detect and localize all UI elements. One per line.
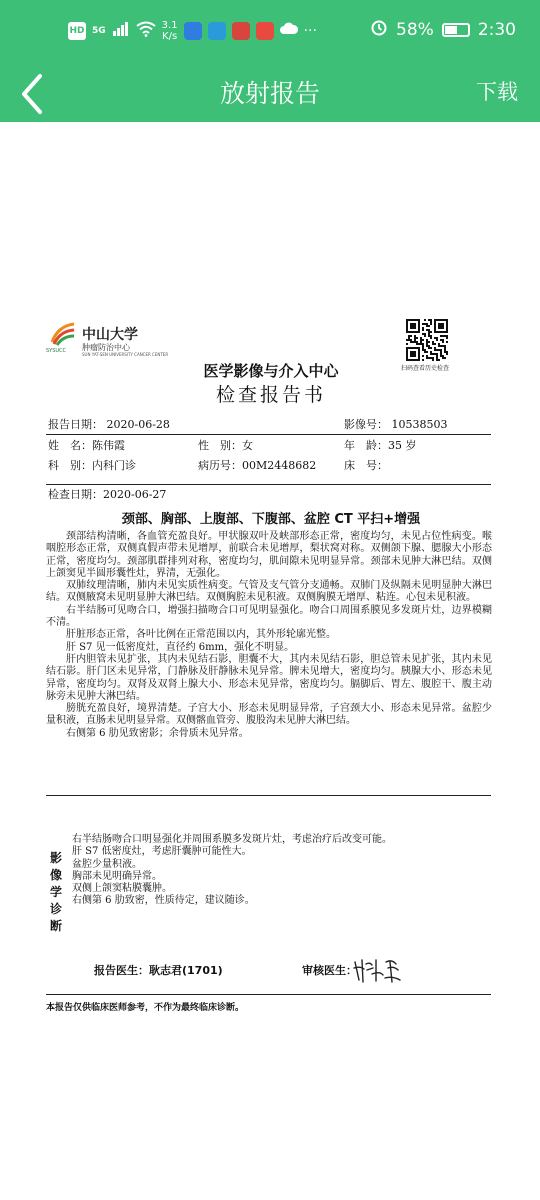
patient-sex: 性 别：女 [198, 439, 253, 452]
handwritten-signature [352, 956, 404, 984]
more-notifications: ··· [303, 23, 317, 39]
report-date: 报告日期： 2020-06-28 [48, 418, 170, 431]
logo-mark-icon [50, 320, 76, 346]
logo-name: 中山大学 [82, 327, 138, 343]
chat-app-icon [208, 22, 226, 40]
battery-fill [445, 26, 457, 34]
bed-number: 床 号： [344, 459, 388, 472]
exam-title: 颈部、胸部、上腹部、下腹部、盆腔 CT 平扫+增强 [121, 512, 421, 527]
app-bar [0, 66, 540, 122]
download-button[interactable]: 下载 [476, 80, 518, 104]
divider [46, 484, 491, 485]
patient-age: 年 龄：35 岁 [344, 439, 417, 452]
diagnosis-line: 双侧上颌窦粘膜囊肿。 [72, 883, 172, 895]
battery-percent: 58% [396, 19, 434, 40]
divider [46, 434, 491, 435]
finding-paragraph: 颈部结构清晰，各血管充盈良好。甲状腺双叶及峡部形态正常，密度均匀，未见占位性病变。喉咽腔形态正常，双侧真假声带未见增厚，前联合未见增厚，梨状窝对称。双侧颌下腺、腮腺大小形态正常，密度均匀。颈部肌群排列对称，密度均匀，肌间隙未见明显异常。颈部未见肿大淋巴结。双侧上颌窦见半圆形囊性灶，界清，无强化。 [46, 531, 492, 579]
clock: 2:30 [477, 19, 516, 40]
diagnosis-line: 右侧第 6 肋致密，性质待定，建议随诊。 [72, 895, 255, 907]
findings-section [46, 531, 492, 740]
battery-icon [442, 23, 470, 37]
exam-date-row [46, 486, 496, 502]
status-right [370, 18, 516, 41]
divider [46, 994, 491, 995]
patient-row-1 [46, 437, 496, 453]
status-bar [0, 0, 540, 66]
patient-name: 姓 名：陈伟霞 [48, 439, 125, 452]
diagnosis-line: 右半结肠吻合口明显强化并周围系膜多发斑片灶，考虑治疗后改变可能。 [72, 834, 392, 845]
news-app-icon [232, 22, 250, 40]
logo-en-full: SUN YAT-SEN UNIVERSITY CANCER CENTER [82, 352, 169, 357]
reviewing-doctor: 审核医生： [302, 964, 357, 977]
department: 科 别：内科门诊 [48, 459, 136, 472]
status-left [68, 20, 317, 42]
reader-app-icon [256, 22, 274, 40]
image-number: 影像号： 10538503 [344, 418, 448, 431]
diagnosis-line: 盆腔少量积液。 [72, 858, 142, 870]
report-title: 检查报告书 [215, 384, 326, 406]
hospital-logo [46, 320, 169, 360]
patient-row-2 [46, 457, 496, 473]
diagnosis-line: 肝 S7 低密度灶，考虑肝囊肿可能性大。 [72, 846, 252, 858]
network-speed [162, 20, 178, 42]
diagnosis-label: 影像学诊断 [50, 851, 63, 933]
finding-paragraph: 肝内胆管未见扩张，其内未见结石影，胆囊不大，其内未见结石影，胆总管未见扩张，其内未见结石影。肝门区未见异常，门静脉及肝静脉未见异常。脾未见增大，密度均匀。胰腺大小、形态未见异常，密度均匀。双肾及双肾上腺大小、形态未见异常，密度均匀。膈脚后、胃左、腹腔干、腹主动脉旁未见肿大淋巴结。 [46, 653, 492, 702]
finding-paragraph: 膀胱充盈良好，境界清楚。子宫大小、形态未见明显异常，子宫颈大小、形态未见异常。盆腔少量积液，直肠未见明显异常。双侧髂血管旁、腹股沟未见肿大淋巴结。 [46, 703, 492, 727]
finding-paragraph: 右侧第 6 肋见致密影；余骨质未见异常。 [66, 727, 249, 739]
disclaimer: 本报告仅供临床医师参考，不作为最终临床诊断。 [46, 1003, 245, 1013]
divider [46, 795, 491, 796]
qr-caption: 扫码查看历史检查 [401, 365, 450, 372]
alarm-icon [370, 18, 388, 41]
logo-en-short: SYSUCC [46, 348, 67, 354]
cloud-icon [280, 22, 298, 40]
center-name: 医学影像与介入中心 [203, 362, 339, 380]
diagnosis-line: 胸部未见明确异常。 [72, 870, 162, 882]
header-row-1 [46, 416, 496, 432]
exam-date: 检查日期：2020-06-27 [48, 488, 167, 501]
translate-app-icon [184, 22, 202, 40]
page-title: 放射报告 [219, 79, 320, 108]
diagnosis-section [72, 834, 492, 908]
finding-paragraph: 右半结肠可见吻合口，增强扫描吻合口可见明显强化。吻合口周围系膜见多发斑片灶，边界模糊不清。 [46, 604, 492, 629]
finding-paragraph: 肝 S7 见一低密度灶，直径约 6mm，强化不明显。 [66, 641, 295, 653]
qr-code[interactable] [406, 319, 448, 361]
speed-unit: K/s [162, 31, 178, 42]
finding-paragraph: 双肺纹理清晰，肺内未见实质性病变。气管及支气管分支通畅。双肺门及纵隔未见明显肿大淋巴结。双侧腋窝未见明显肿大淋巴结。双侧胸腔未见积液。双侧胸膜无增厚、粘连。心包未见积液。 [46, 580, 492, 604]
hd-icon: HD [68, 22, 86, 40]
doctor-signatures [46, 960, 496, 984]
logo-subtitle: 肿瘤防治中心 [82, 343, 130, 352]
wifi-icon [136, 21, 156, 41]
reporting-doctor: 报告医生：耿志君(1701) [94, 964, 223, 977]
speed-value: 3.1 [161, 20, 178, 31]
network-label: 5G [92, 26, 106, 36]
record-number: 病历号：00M2448682 [198, 459, 317, 472]
finding-paragraph: 肝脏形态正常，各叶比例在正常范围以内，其外形轮廓光整。 [66, 629, 336, 641]
signal-icon [112, 21, 130, 41]
